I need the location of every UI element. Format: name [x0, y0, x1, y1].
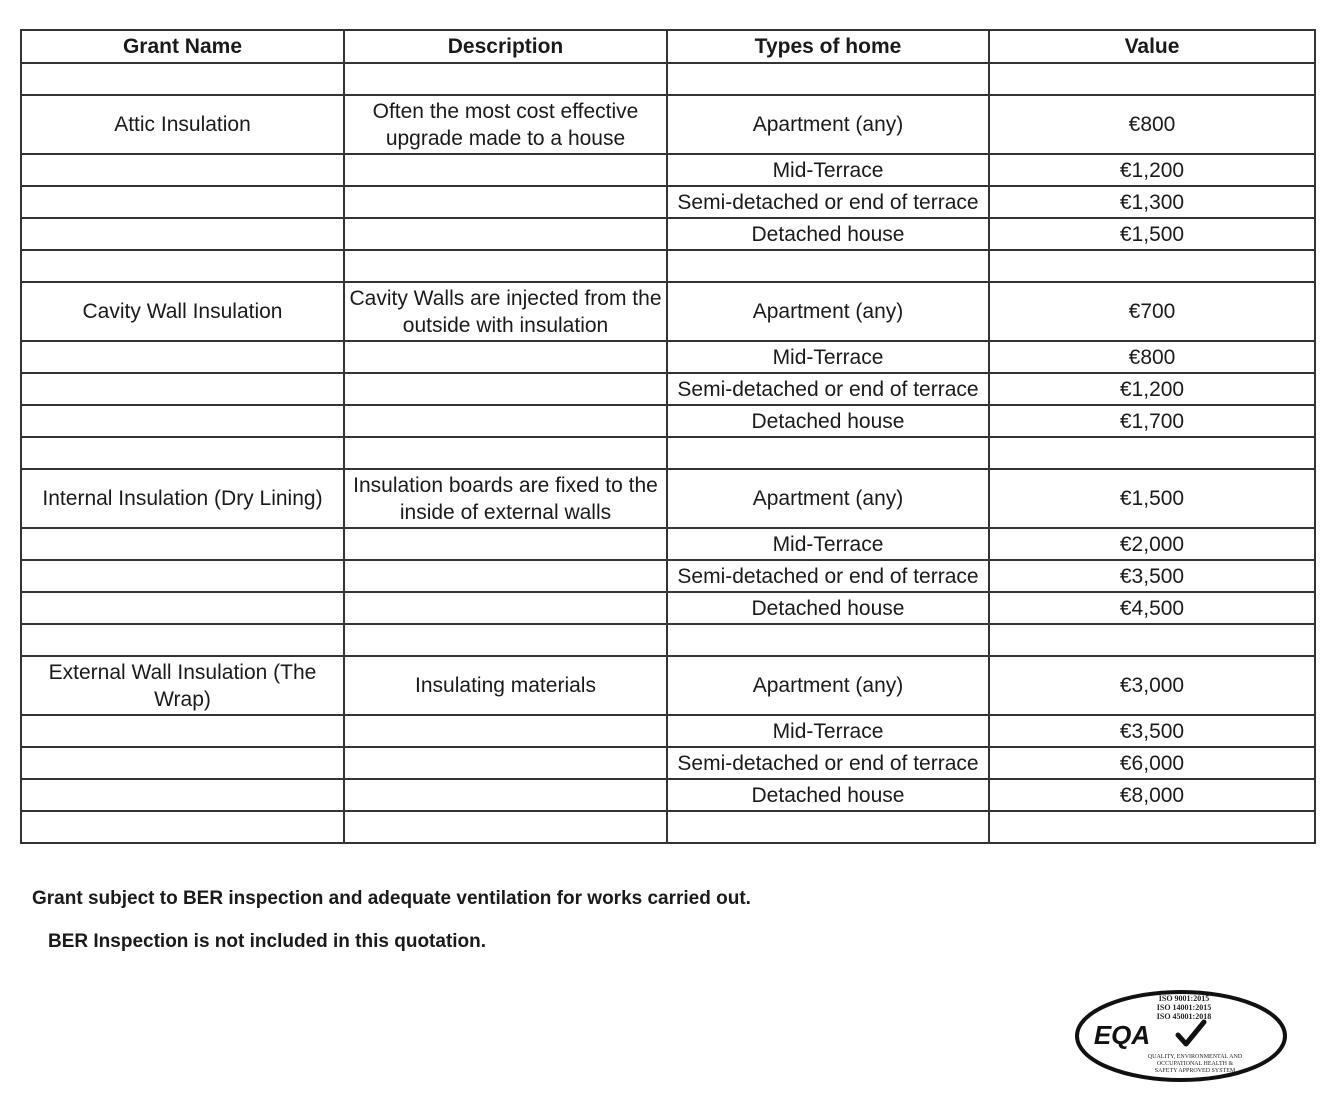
grant-value-cell: €2,000	[989, 528, 1315, 560]
spacer-row	[21, 250, 1315, 282]
home-type-cell: Mid-Terrace	[667, 341, 989, 373]
table-row	[21, 186, 1315, 218]
empty-cell	[667, 811, 989, 843]
home-type-cell: Apartment (any)	[667, 95, 989, 154]
empty-cell	[344, 715, 667, 747]
grant-value-cell: €1,200	[989, 373, 1315, 405]
grant-value-cell: €8,000	[989, 779, 1315, 811]
table-row	[21, 747, 1315, 779]
home-type-cell: Mid-Terrace	[667, 154, 989, 186]
empty-cell	[21, 341, 344, 373]
empty-cell	[21, 528, 344, 560]
home-type-cell: Mid-Terrace	[667, 528, 989, 560]
empty-cell	[667, 63, 989, 95]
empty-cell	[344, 779, 667, 811]
logo-iso-line: ISO 9001:2015	[1158, 994, 1210, 1003]
home-type-cell: Mid-Terrace	[667, 715, 989, 747]
spacer-row	[21, 437, 1315, 469]
empty-cell	[667, 437, 989, 469]
empty-cell	[344, 405, 667, 437]
empty-cell	[21, 373, 344, 405]
empty-cell	[21, 715, 344, 747]
home-type-cell: Semi-detached or end of terrace	[667, 747, 989, 779]
grant-table	[20, 29, 1316, 844]
table-row	[21, 560, 1315, 592]
empty-cell	[989, 250, 1315, 282]
empty-cell	[21, 437, 344, 469]
empty-cell	[989, 811, 1315, 843]
table-row	[21, 715, 1315, 747]
grant-value-cell: €800	[989, 95, 1315, 154]
grant-description-cell: Insulation boards are fixed to the inside of external walls	[344, 469, 667, 528]
grant-value-cell: €800	[989, 341, 1315, 373]
grant-value-cell: €1,300	[989, 186, 1315, 218]
empty-cell	[344, 592, 667, 624]
empty-cell	[21, 624, 344, 656]
empty-cell	[344, 250, 667, 282]
empty-cell	[21, 747, 344, 779]
empty-cell	[344, 154, 667, 186]
spacer-row	[21, 811, 1315, 843]
home-type-cell: Apartment (any)	[667, 656, 989, 715]
table-row	[21, 154, 1315, 186]
note-not-included: BER Inspection is not included in this quotation.	[48, 931, 487, 952]
home-type-cell: Detached house	[667, 405, 989, 437]
table-row	[21, 779, 1315, 811]
home-type-cell: Detached house	[667, 779, 989, 811]
logo-iso-line: ISO 45001:2018	[1156, 1012, 1212, 1021]
grant-value-cell: €700	[989, 282, 1315, 341]
note-ber-inspection: Grant subject to BER inspection and adequate ventilation for works carried out.	[32, 888, 751, 909]
table-row	[21, 592, 1315, 624]
logo-caption-line: QUALITY, ENVIRONMENTAL AND	[1147, 1054, 1243, 1060]
home-type-cell: Semi-detached or end of terrace	[667, 560, 989, 592]
grant-table-body	[21, 63, 1315, 843]
empty-cell	[21, 592, 344, 624]
grant-value-cell: €4,500	[989, 592, 1315, 624]
empty-cell	[344, 186, 667, 218]
logo-wordmark: EQA	[1093, 1020, 1151, 1050]
empty-cell	[667, 624, 989, 656]
table-row	[21, 405, 1315, 437]
empty-cell	[344, 218, 667, 250]
empty-cell	[344, 341, 667, 373]
empty-cell	[344, 63, 667, 95]
grant-value-cell: €1,700	[989, 405, 1315, 437]
empty-cell	[21, 779, 344, 811]
grant-name-cell: Internal Insulation (Dry Lining)	[21, 469, 344, 528]
empty-cell	[344, 811, 667, 843]
grant-value-cell: €3,500	[989, 715, 1315, 747]
home-type-cell: Apartment (any)	[667, 469, 989, 528]
table-row	[21, 528, 1315, 560]
table-row	[21, 282, 1315, 341]
home-type-cell: Apartment (any)	[667, 282, 989, 341]
home-type-cell: Semi-detached or end of terrace	[667, 373, 989, 405]
empty-cell	[21, 811, 344, 843]
empty-cell	[344, 528, 667, 560]
grant-value-cell: €3,000	[989, 656, 1315, 715]
grant-description-cell: Insulating materials	[344, 656, 667, 715]
empty-cell	[989, 63, 1315, 95]
spacer-row	[21, 63, 1315, 95]
grant-name-cell: Attic Insulation	[21, 95, 344, 154]
empty-cell	[21, 218, 344, 250]
grant-description-cell: Cavity Walls are injected from the outside with insulation	[344, 282, 667, 341]
empty-cell	[989, 437, 1315, 469]
grant-name-cell: Cavity Wall Insulation	[21, 282, 344, 341]
empty-cell	[989, 624, 1315, 656]
table-row	[21, 469, 1315, 528]
empty-cell	[344, 437, 667, 469]
spacer-row	[21, 624, 1315, 656]
grant-value-cell: €6,000	[989, 747, 1315, 779]
home-type-cell: Detached house	[667, 592, 989, 624]
empty-cell	[21, 63, 344, 95]
empty-cell	[344, 747, 667, 779]
header-row	[21, 30, 1315, 63]
empty-cell	[344, 560, 667, 592]
logo-iso-line: ISO 14001:2015	[1156, 1003, 1212, 1012]
table-row	[21, 95, 1315, 154]
grant-value-cell: €1,200	[989, 154, 1315, 186]
header-description: Description	[344, 30, 667, 63]
logo-caption-line: SAFETY APPROVED SYSTEM	[1154, 1068, 1236, 1074]
table-row	[21, 656, 1315, 715]
empty-cell	[21, 250, 344, 282]
empty-cell	[667, 250, 989, 282]
header-value: Value	[989, 30, 1315, 63]
grant-name-cell: External Wall Insulation (The Wrap)	[21, 656, 344, 715]
table-row	[21, 373, 1315, 405]
empty-cell	[21, 405, 344, 437]
table-row	[21, 341, 1315, 373]
table-row	[21, 218, 1315, 250]
grant-value-cell: €1,500	[989, 218, 1315, 250]
empty-cell	[21, 186, 344, 218]
empty-cell	[21, 560, 344, 592]
home-type-cell: Semi-detached or end of terrace	[667, 186, 989, 218]
grant-value-cell: €1,500	[989, 469, 1315, 528]
home-type-cell: Detached house	[667, 218, 989, 250]
header-grant-name: Grant Name	[21, 30, 344, 63]
grant-value-cell: €3,500	[989, 560, 1315, 592]
empty-cell	[344, 624, 667, 656]
eqa-certification-logo	[1070, 984, 1292, 1084]
grant-description-cell: Often the most cost effective upgrade made to a house	[344, 95, 667, 154]
logo-caption-line: OCCUPATIONAL HEALTH &	[1156, 1061, 1234, 1067]
empty-cell	[21, 154, 344, 186]
header-types-of-home: Types of home	[667, 30, 989, 63]
empty-cell	[344, 373, 667, 405]
